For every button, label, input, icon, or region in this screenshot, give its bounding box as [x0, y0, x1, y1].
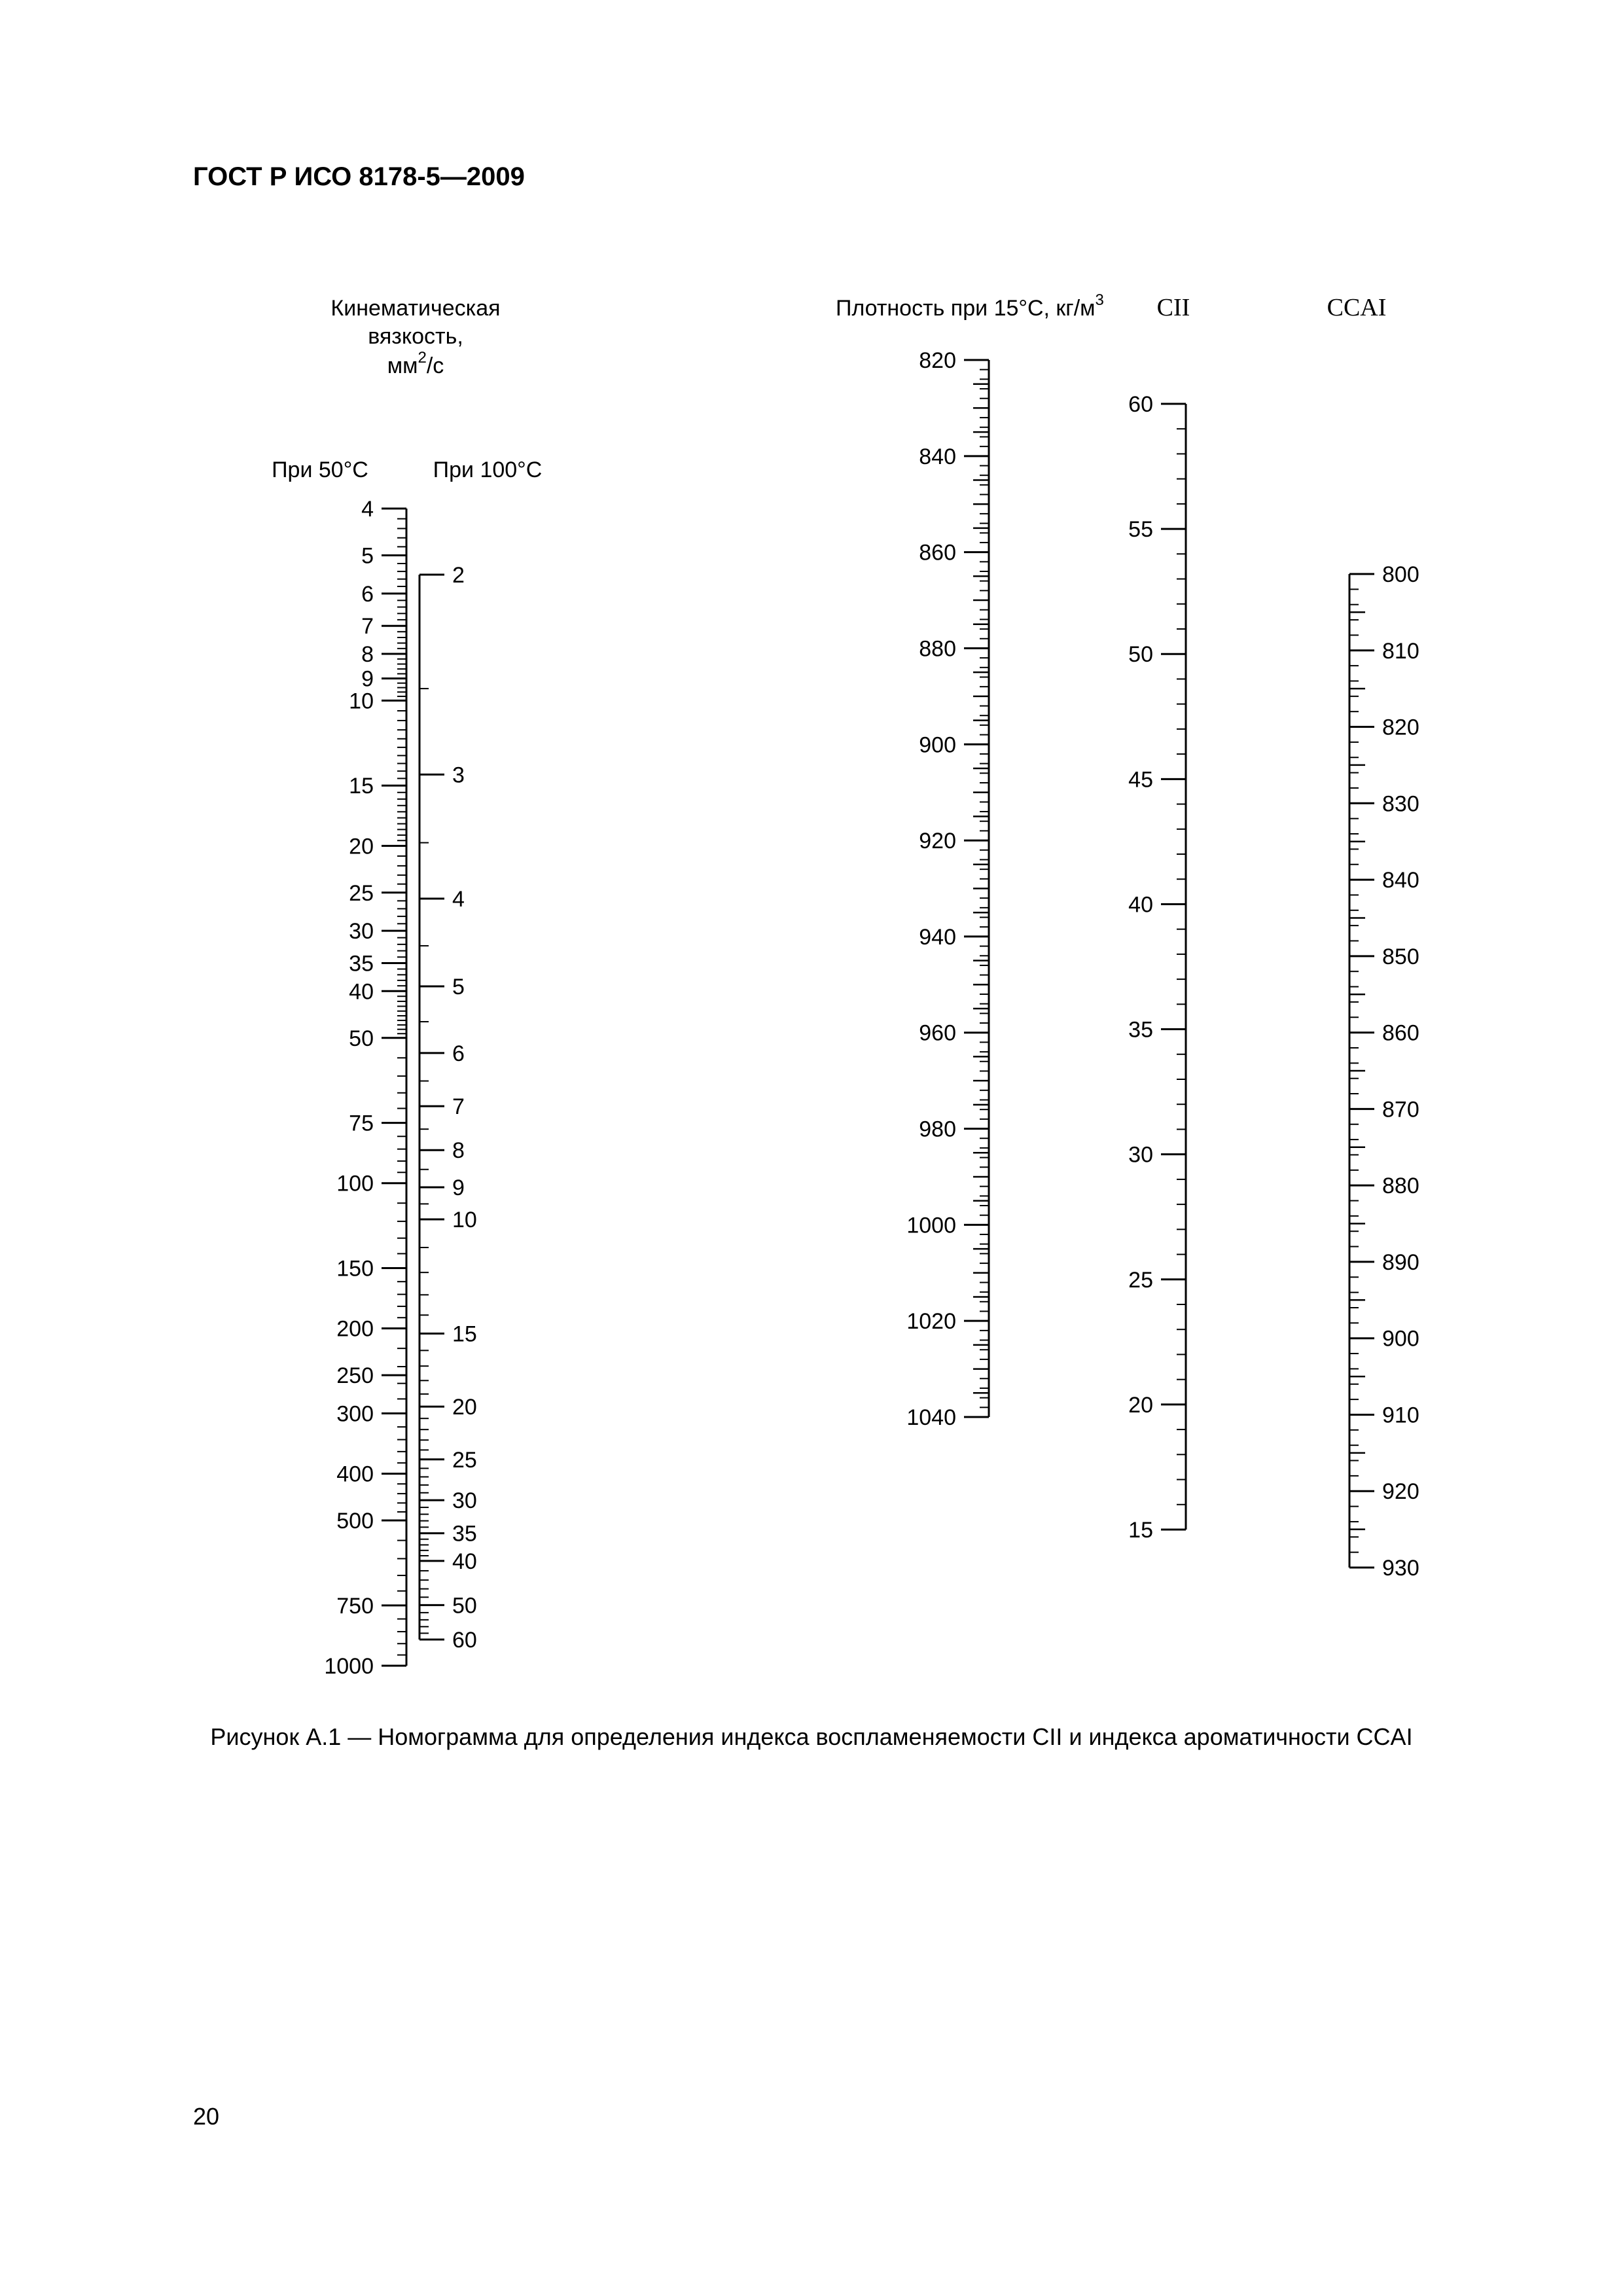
density-title-text: Плотность при 15°С, кг/м — [836, 296, 1096, 321]
scale-3-tick-label: 1020 — [906, 1309, 956, 1335]
scale-2-tick-label: 9 — [452, 1175, 465, 1201]
scale-2-tick-label: 5 — [452, 974, 465, 999]
scale-4-tick-label: 25 — [1128, 1267, 1153, 1293]
scale-1-tick-label: 6 — [361, 581, 374, 607]
scale-1-tick-label: 5 — [361, 543, 374, 569]
scale-2-tick-label: 10 — [452, 1208, 477, 1233]
viscosity-title-line1: Кинематическая — [330, 296, 501, 321]
scale-4-tick-label: 50 — [1128, 642, 1153, 668]
ccai-title: CCAI — [1327, 294, 1387, 321]
scale-4-tick-label: 60 — [1128, 392, 1153, 417]
density-title — [836, 291, 1104, 321]
scale-1-tick-label: 7 — [361, 614, 374, 639]
scale-2-tick-label: 7 — [452, 1094, 465, 1120]
scale-1-tick-label: 75 — [349, 1111, 374, 1136]
scale-2-tick-label: 35 — [452, 1521, 477, 1547]
scale-2-tick-label: 6 — [452, 1041, 465, 1066]
scale-5-tick-label: 930 — [1382, 1556, 1419, 1581]
scale-3-tick-label: 940 — [919, 924, 956, 950]
scale-5-tick-label: 840 — [1382, 868, 1419, 893]
density-unit-superscript: 3 — [1095, 291, 1104, 309]
viscosity-unit-suffix: /с — [426, 353, 444, 378]
scale-1-tick-label: 750 — [336, 1593, 374, 1619]
scale-4-tick-label: 15 — [1128, 1518, 1153, 1543]
viscosity-title-line2: вязкость, — [368, 324, 463, 349]
scale-1-tick-label: 50 — [349, 1026, 374, 1051]
figure-caption: Рисунок А.1 — Номограмма для определения индекса воспламеняемости CII и индекса ароматичности CCAI — [210, 1723, 1413, 1750]
scale-2-tick-label: 3 — [452, 762, 465, 788]
scale-5-tick-label: 850 — [1382, 944, 1419, 969]
scale-5-tick-label: 860 — [1382, 1020, 1419, 1046]
scale-5-tick-label: 810 — [1382, 638, 1419, 664]
scale-4-tick-label: 20 — [1128, 1392, 1153, 1418]
cii-title: CII — [1156, 294, 1190, 321]
viscosity-unit — [387, 349, 444, 378]
scale-2-tick-label: 2 — [452, 563, 465, 588]
scale-3-tick-label: 840 — [919, 444, 956, 469]
scale-5-tick-label: 820 — [1382, 715, 1419, 740]
at100-title: При 100°С — [433, 457, 543, 482]
scale-5-tick-label: 800 — [1382, 562, 1419, 587]
scale-4-tick-label: 55 — [1128, 517, 1153, 543]
document-header: ГОСТ Р ИСО 8178-5—2009 — [193, 162, 525, 191]
scale-1-tick-label: 300 — [336, 1401, 374, 1427]
scale-3-tick-label: 960 — [919, 1020, 956, 1046]
at50-title: При 50°С — [272, 457, 368, 482]
scale-1-tick-label: 400 — [336, 1462, 374, 1487]
scale-1-tick-label: 10 — [349, 689, 374, 714]
scale-2-tick-label: 60 — [452, 1628, 477, 1653]
scale-4-tick-label: 35 — [1128, 1017, 1153, 1043]
page-number: 20 — [193, 2103, 220, 2130]
scale-4-tick-label: 45 — [1128, 767, 1153, 793]
scale-1-tick-label: 250 — [336, 1363, 374, 1389]
scale-1-tick-label: 35 — [349, 951, 374, 977]
scale-5-tick-label: 900 — [1382, 1326, 1419, 1352]
scale-5-tick-label: 890 — [1382, 1249, 1419, 1275]
scale-3-tick-label: 880 — [919, 636, 956, 662]
scale-5-tick-label: 880 — [1382, 1174, 1419, 1199]
scale-5-tick-label: 830 — [1382, 791, 1419, 817]
scale-1-tick-label: 100 — [336, 1171, 374, 1196]
scale-1-tick-label: 15 — [349, 774, 374, 799]
scale-3-tick-label: 900 — [919, 732, 956, 758]
scale-2-tick-label: 8 — [452, 1138, 465, 1164]
scale-1-tick-label: 8 — [361, 641, 374, 667]
scale-5-tick-label: 920 — [1382, 1479, 1419, 1505]
scale-1-tick-label: 200 — [336, 1316, 374, 1342]
scale-2-tick-label: 25 — [452, 1447, 477, 1473]
scale-4-tick-label: 40 — [1128, 892, 1153, 918]
scale-5-tick-label: 870 — [1382, 1097, 1419, 1122]
scale-5-tick-label: 910 — [1382, 1403, 1419, 1428]
scale-2-tick-label: 4 — [452, 887, 465, 912]
scale-1-tick-label: 150 — [336, 1256, 374, 1282]
viscosity-unit-base: мм — [387, 353, 418, 378]
scale-2-tick-label: 15 — [452, 1321, 477, 1347]
scale-1-tick-label: 500 — [336, 1509, 374, 1534]
nomogram-scales — [324, 348, 1419, 1679]
scale-3-tick-label: 820 — [919, 348, 956, 373]
scale-2-tick-label: 30 — [452, 1488, 477, 1514]
scale-3-tick-label: 920 — [919, 829, 956, 854]
scale-1-tick-label: 40 — [349, 979, 374, 1005]
scale-1-tick-label: 1000 — [324, 1654, 374, 1679]
scale-1-tick-label: 20 — [349, 834, 374, 859]
scale-1-tick-label: 9 — [361, 666, 374, 692]
scale-3-tick-label: 860 — [919, 540, 956, 565]
scale-3-tick-label: 980 — [919, 1117, 956, 1142]
scale-1-tick-label: 4 — [361, 497, 374, 522]
scale-1-tick-label: 25 — [349, 880, 374, 906]
scale-3-tick-label: 1040 — [906, 1405, 956, 1430]
scale-3-tick-label: 1000 — [906, 1213, 956, 1238]
scale-2-tick-label: 20 — [452, 1395, 477, 1420]
scale-4-tick-label: 30 — [1128, 1142, 1153, 1168]
scale-1-tick-label: 30 — [349, 919, 374, 944]
scale-2-tick-label: 50 — [452, 1593, 477, 1619]
viscosity-unit-superscript: 2 — [418, 349, 427, 367]
scale-2-tick-label: 40 — [452, 1549, 477, 1574]
